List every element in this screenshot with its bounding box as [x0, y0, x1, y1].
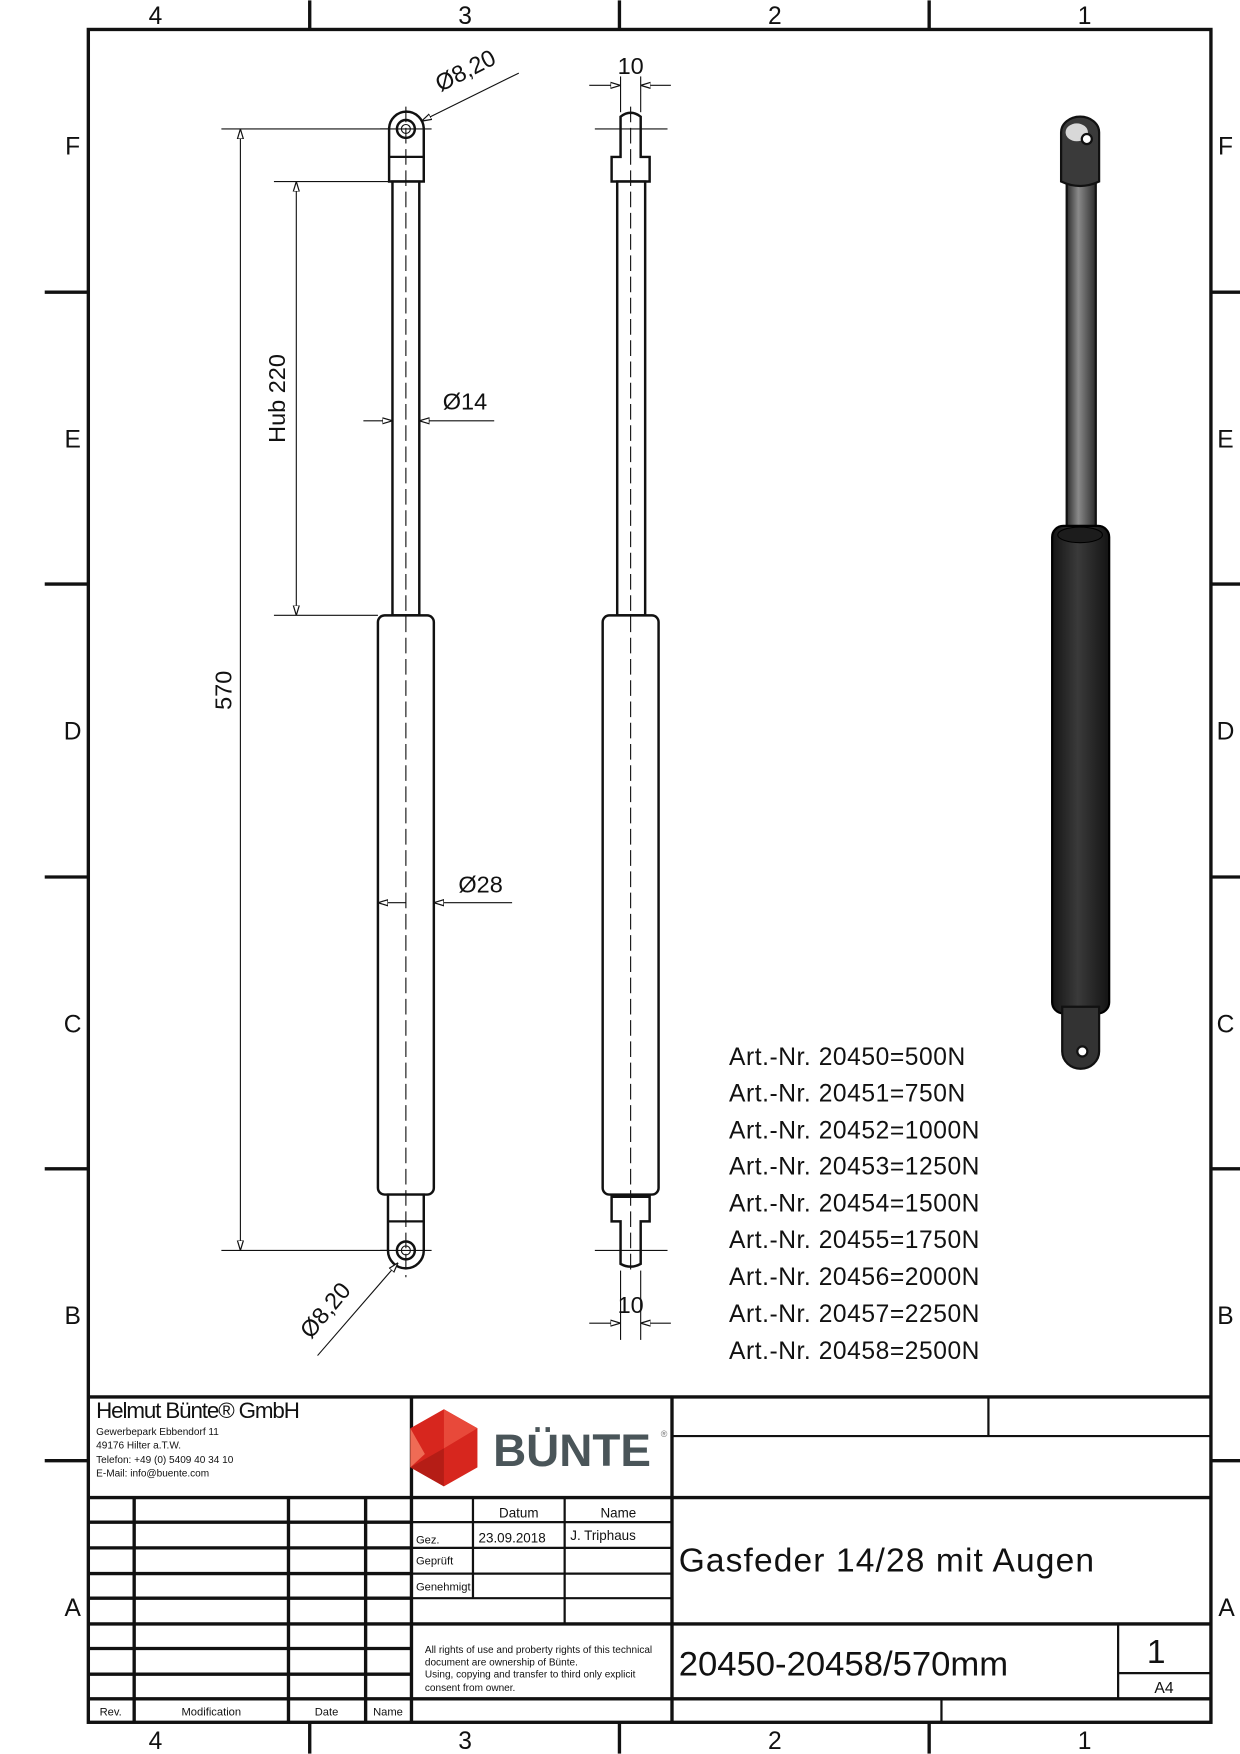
- article-item: Art.-Nr. 20452=1000N: [729, 1117, 980, 1145]
- bottom-width-label: 10: [617, 1292, 644, 1319]
- stroke-label: Hub 220: [264, 354, 291, 443]
- zone-col-3-bottom: 3: [458, 1728, 472, 1754]
- zone-row-e: E: [64, 426, 81, 454]
- geprueft-label: Geprüft: [415, 1555, 454, 1568]
- company-name: Helmut Bünte® GmbH: [96, 1398, 299, 1424]
- title-block: [88, 1397, 1211, 1722]
- gez-label: Gez.: [415, 1534, 440, 1547]
- zone-row-a: A: [64, 1595, 81, 1623]
- company-email: E-Mail: info@buente.com: [96, 1468, 210, 1480]
- buente-logo: [410, 1409, 667, 1486]
- front-view: [210, 44, 518, 1355]
- drawing-title: Gasfeder 14/28 mit Augen: [678, 1542, 1096, 1580]
- genehmigt-label: Genehmigt: [415, 1581, 471, 1594]
- zone-col-3: 3: [458, 2, 472, 30]
- logo-text: BÜNTE: [493, 1425, 651, 1477]
- article-list: [729, 1044, 980, 1365]
- article-item: Art.-Nr. 20451=750N: [729, 1080, 966, 1108]
- zone-row-f-right: F: [1217, 133, 1233, 161]
- zone-row-d: D: [63, 718, 82, 746]
- company-phone: Telefon: +49 (0) 5409 40 34 10: [96, 1454, 234, 1466]
- rights-notice-line: Using, copying and transfer to third only explicit: [424, 1669, 636, 1681]
- bottom-eye-diameter-label: Ø8,20: [294, 1277, 356, 1344]
- zone-row-e-right: E: [1217, 426, 1234, 454]
- zone-col-2-bottom: 2: [768, 1728, 782, 1754]
- article-item: Art.-Nr. 20450=500N: [729, 1043, 966, 1071]
- rod-diameter-label: Ø14: [442, 388, 488, 415]
- zone-col-2: 2: [768, 2, 782, 30]
- logo-registered: ®: [660, 1429, 668, 1440]
- zone-row-c-right: C: [1216, 1011, 1235, 1039]
- top-eye-diameter-label: Ø8,20: [431, 44, 500, 97]
- date-header: Date: [314, 1706, 339, 1719]
- rights-notice-line: document are ownership of Bünte.: [424, 1657, 578, 1669]
- rev-header: Rev.: [99, 1706, 122, 1719]
- article-item: Art.-Nr. 20457=2250N: [729, 1301, 980, 1329]
- article-item: Art.-Nr. 20454=1500N: [729, 1190, 980, 1218]
- top-width-label: 10: [617, 53, 644, 80]
- name-column-header: Name: [373, 1706, 403, 1719]
- name-header: Name: [600, 1505, 637, 1521]
- article-item: Art.-Nr. 20453=1250N: [729, 1153, 980, 1181]
- zone-col-1: 1: [1077, 2, 1092, 30]
- sheet-number: 1: [1146, 1634, 1166, 1672]
- drawn-by: J. Triphaus: [570, 1528, 636, 1544]
- zone-row-d-right: D: [1216, 718, 1235, 746]
- modification-header: Modification: [181, 1706, 242, 1719]
- gas-spring-3d-render: [1052, 117, 1109, 1069]
- datum-header: Datum: [499, 1505, 539, 1521]
- rights-notice-line: consent from owner.: [424, 1682, 516, 1694]
- company-address-line: Gewerbepark Ebbendorf 11: [96, 1426, 219, 1438]
- total-length-label: 570: [210, 670, 237, 710]
- drawn-date: 23.09.2018: [478, 1530, 546, 1546]
- zone-col-4: 4: [148, 2, 163, 30]
- rights-notice-line: All rights of use and proberty rights of this technical: [424, 1644, 653, 1656]
- zone-col-1-bottom: 1: [1077, 1728, 1092, 1754]
- zone-row-c: C: [63, 1011, 82, 1039]
- article-item: Art.-Nr. 20458=2500N: [729, 1337, 980, 1365]
- sheet-format: A4: [1154, 1680, 1174, 1698]
- zone-col-4-bottom: 4: [148, 1728, 163, 1754]
- zone-row-f: F: [65, 133, 81, 161]
- side-view: [589, 53, 671, 1340]
- zone-row-b-right: B: [1217, 1303, 1234, 1331]
- company-address-line: 49176 Hilter a.T.W.: [96, 1440, 182, 1452]
- zone-row-b: B: [64, 1303, 81, 1331]
- drawing-number: 20450-20458/570mm: [678, 1645, 1009, 1684]
- article-item: Art.-Nr. 20456=2000N: [729, 1264, 980, 1292]
- zone-row-a-right: A: [1218, 1595, 1235, 1623]
- body-diameter-label: Ø28: [458, 871, 503, 898]
- article-item: Art.-Nr. 20455=1750N: [729, 1227, 980, 1255]
